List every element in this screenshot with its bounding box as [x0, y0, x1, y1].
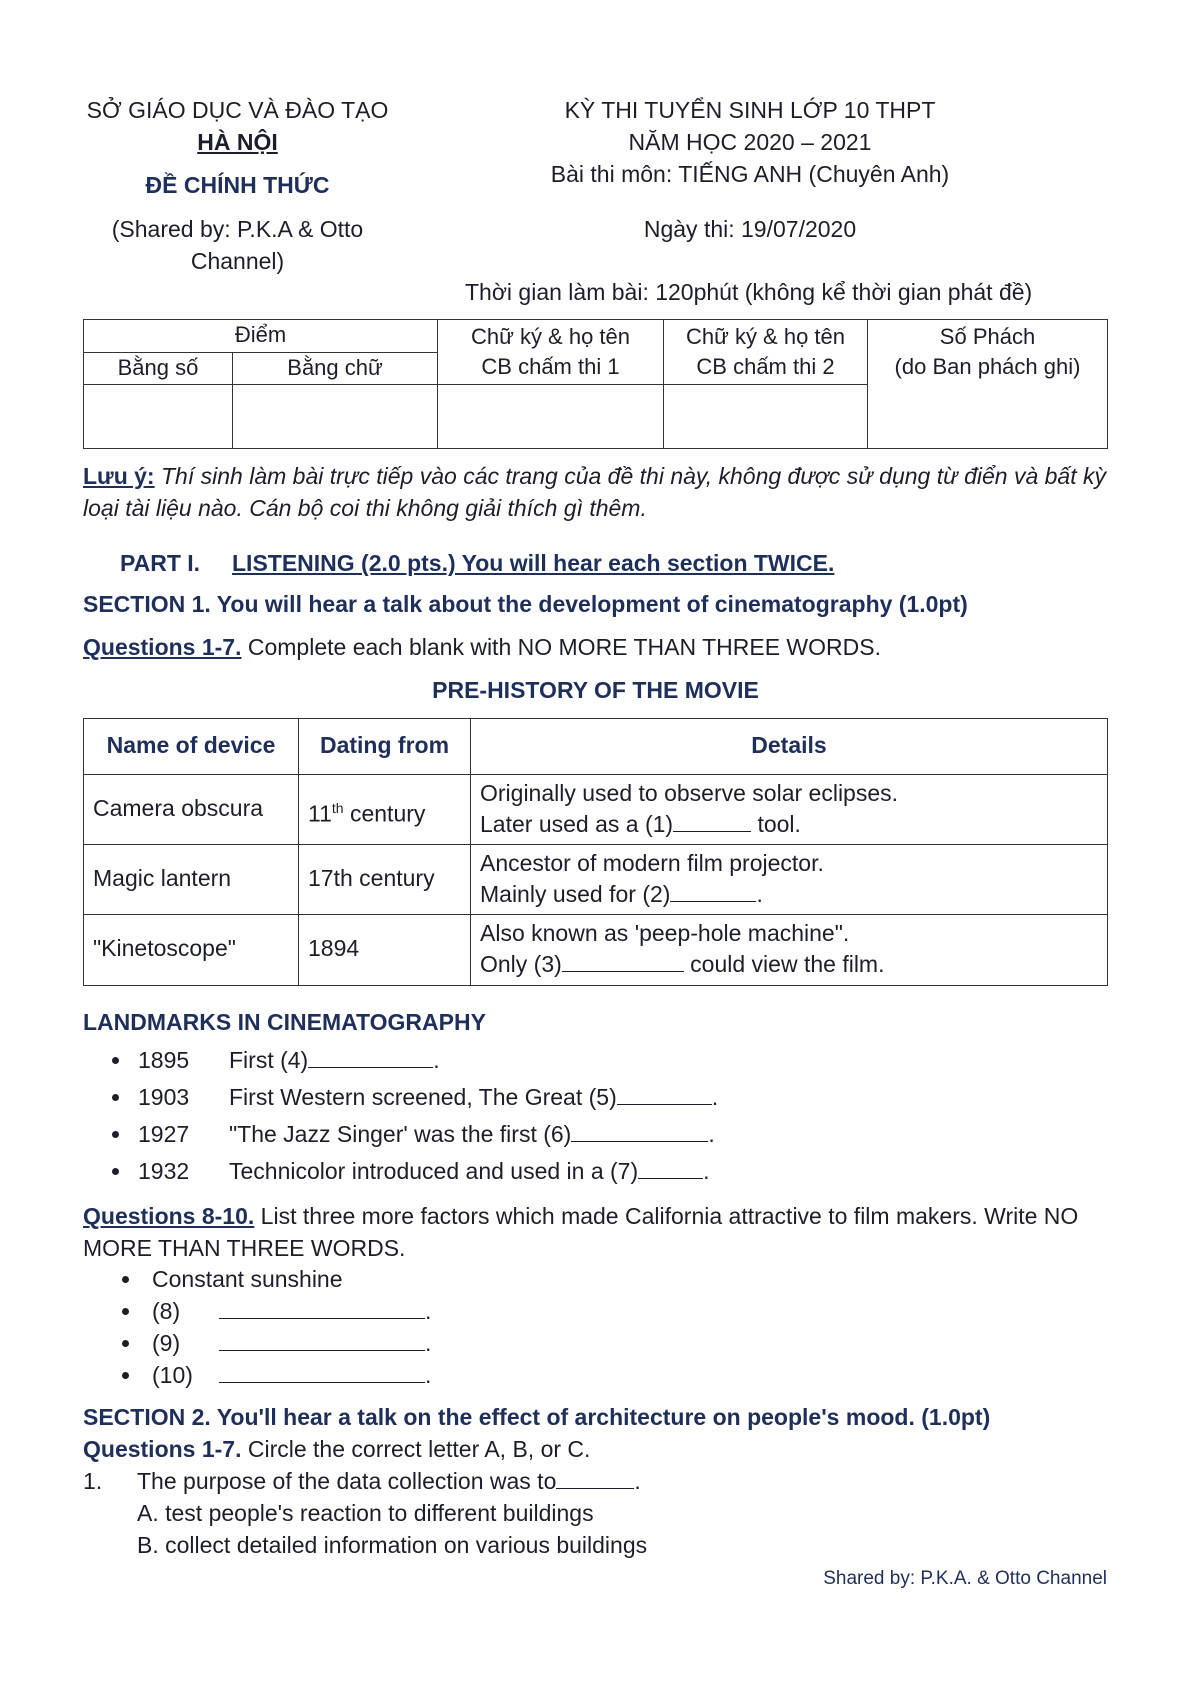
- section1-q-label: Questions 1-7.: [83, 634, 242, 660]
- footer-credit: Shared by: P.K.A. & Otto Channel: [823, 1568, 1107, 1589]
- note-line1: [83, 460, 1133, 492]
- section1-title: SECTION 1. You will hear a talk about the development of cinematography (1.0pt): [83, 591, 968, 617]
- section2-q1-number: 1.: [83, 1468, 103, 1494]
- option-b[interactable]: B. collect detailed information on various buildings: [137, 1532, 648, 1558]
- landmark-year-2: 1903: [138, 1084, 190, 1110]
- blank-10[interactable]: [219, 1362, 425, 1383]
- blank-7[interactable]: [638, 1158, 703, 1179]
- factor-8-line: [219, 1295, 431, 1327]
- by-words-header: Bằng chữ: [233, 353, 438, 385]
- blank-5[interactable]: [617, 1084, 712, 1105]
- row3-detail2-b: could view the film.: [683, 951, 885, 977]
- bullet-dot: [112, 1057, 119, 1064]
- section1-q-text: Complete each blank with NO MORE THAN THREE WORDS.: [241, 634, 881, 660]
- landmark-year-3: 1927: [138, 1121, 190, 1147]
- bullet-dot: [112, 1168, 119, 1175]
- examiner2-signature-cell[interactable]: [664, 385, 868, 448]
- official-label: ĐỀ CHÍNH THỨC: [145, 172, 330, 198]
- section2-q1-text: The purpose of the data collection was to: [137, 1468, 557, 1494]
- row2-details: [471, 845, 1107, 915]
- questions-8-10-line2: MORE THAN THREE WORDS.: [83, 1235, 406, 1261]
- dept-line1: SỞ GIÁO DỤC VÀ ĐÀO TẠO: [86, 97, 389, 123]
- note-line2: loại tài liệu nào. Cán bộ coi thi không giải thích gì thêm.: [83, 495, 647, 521]
- questions-8-10-line1: [83, 1200, 1078, 1232]
- landmark-end-1: .: [433, 1047, 440, 1073]
- examiner1-line1: Chữ ký & họ tên: [470, 324, 631, 349]
- bullet-dot: [112, 1094, 119, 1101]
- factor-10-label: (10): [152, 1362, 193, 1388]
- factor-9-label: (9): [152, 1330, 181, 1356]
- score-number-cell[interactable]: [84, 385, 233, 448]
- blank-9[interactable]: [219, 1330, 425, 1351]
- by-number-header: Bằng số: [84, 353, 233, 385]
- row2-detail1: Ancestor of modern film projector.: [480, 850, 824, 876]
- device-table: [83, 718, 1108, 986]
- factor-8-label: (8): [152, 1298, 181, 1324]
- row3-device: "Kinetoscope": [84, 915, 299, 985]
- landmark-item-2: [229, 1081, 718, 1113]
- score-header: Điểm: [84, 320, 438, 353]
- factor-8-dot: .: [425, 1298, 432, 1324]
- section2-q1-end: .: [634, 1468, 641, 1494]
- row1-date-sup: th: [331, 800, 344, 816]
- section2-q1: [137, 1465, 641, 1497]
- exam-time: Thời gian làm bài: 120phút (không kể thời gian phát đề): [465, 279, 1033, 305]
- note-text1: Thí sinh làm bài trực tiếp vào các trang của đề thi này, không được sử dụng từ điển và bất kỳ: [161, 463, 1106, 489]
- bullet-dot: [122, 1276, 129, 1283]
- factor-9-line: [219, 1327, 431, 1359]
- row1-detail1: Originally used to observe solar eclipses.: [480, 780, 899, 806]
- row1-detail2-b: tool.: [751, 811, 801, 837]
- blank-s2-q1[interactable]: [556, 1468, 634, 1489]
- shared-line1: (Shared by: P.K.A & Otto: [111, 216, 364, 242]
- part1-label: PART I.: [120, 550, 201, 576]
- grade-table: [83, 319, 1108, 449]
- landmark-end-3: .: [708, 1121, 715, 1147]
- landmark-year-1: 1895: [138, 1047, 190, 1073]
- section1-questions: [83, 631, 881, 663]
- code-line2: (do Ban phách ghi): [894, 354, 1081, 379]
- factor-9-dot: .: [425, 1330, 432, 1356]
- factor-10-line: [219, 1359, 431, 1391]
- examiner1-header: [438, 320, 664, 385]
- row1-date: [299, 775, 471, 845]
- part1-title: LISTENING (2.0 pts.) You will hear each section TWICE.: [232, 550, 835, 576]
- row3-details: [471, 915, 1107, 985]
- row1-details: [471, 775, 1107, 845]
- th-date: Dating from: [299, 719, 471, 775]
- row2-detail2-a: Mainly used for (2): [480, 881, 671, 907]
- blank-1[interactable]: [673, 811, 751, 832]
- factor-1: Constant sunshine: [152, 1266, 343, 1292]
- table-title: PRE-HISTORY OF THE MOVIE: [432, 677, 759, 703]
- examiner2-line1: Chữ ký & họ tên: [685, 324, 846, 349]
- exam-line3: Bài thi môn: TIẾNG ANH (Chuyên Anh): [550, 161, 950, 187]
- dept-line2: HÀ NỘI: [197, 129, 278, 155]
- row3-date: 1894: [299, 915, 471, 985]
- code-line1: Số Phách: [939, 324, 1036, 349]
- exam-line2: NĂM HỌC 2020 – 2021: [628, 129, 872, 155]
- landmark-text-3: "The Jazz Singer' was the first (6): [229, 1121, 572, 1147]
- landmark-year-4: 1932: [138, 1158, 190, 1184]
- bullet-dot: [122, 1372, 129, 1379]
- bullet-dot: [122, 1340, 129, 1347]
- exam-line1: KỲ THI TUYỂN SINH LỚP 10 THPT: [564, 97, 936, 123]
- th-device: Name of device: [84, 719, 299, 775]
- landmarks-title: LANDMARKS IN CINEMATOGRAPHY: [83, 1009, 486, 1035]
- landmark-text-2: First Western screened, The Great (5): [229, 1084, 617, 1110]
- blank-8[interactable]: [219, 1298, 425, 1319]
- blank-3[interactable]: [562, 951, 684, 972]
- exam-date: Ngày thi: 19/07/2020: [643, 216, 857, 242]
- row2-detail2-b: .: [756, 881, 763, 907]
- shared-line2: Channel): [190, 248, 285, 274]
- code-header: [868, 320, 1107, 448]
- questions-8-10-label: Questions 8-10.: [83, 1203, 255, 1229]
- landmark-end-4: .: [703, 1158, 710, 1184]
- examiner2-line2: CB chấm thi 2: [696, 354, 835, 379]
- blank-6[interactable]: [571, 1121, 708, 1142]
- option-a[interactable]: A. test people's reaction to different buildings: [137, 1500, 594, 1526]
- section2-q-label: Questions 1-7.: [83, 1436, 242, 1462]
- examiner2-header: [664, 320, 868, 385]
- row3-detail2-a: Only (3): [480, 951, 562, 977]
- row1-detail2-a: Later used as a (1): [480, 811, 674, 837]
- blank-2[interactable]: [670, 881, 756, 902]
- blank-4[interactable]: [308, 1047, 433, 1068]
- row1-date-rest: century: [343, 800, 426, 827]
- landmark-end-2: .: [711, 1084, 719, 1110]
- landmark-item-3: [229, 1118, 715, 1150]
- landmark-item-1: [229, 1044, 440, 1076]
- examiner1-line2: CB chấm thi 1: [481, 354, 620, 379]
- row2-date: 17th century: [299, 845, 471, 915]
- row2-device: Magic lantern: [84, 845, 299, 915]
- row2-detail2: [480, 879, 1107, 910]
- note-label: Lưu ý:: [83, 463, 155, 489]
- landmark-item-4: [229, 1155, 710, 1187]
- row3-detail1: Also known as 'peep-hole machine".: [480, 920, 850, 946]
- examiner1-signature-cell[interactable]: [438, 385, 664, 448]
- section2-title: SECTION 2. You'll hear a talk on the effect of architecture on people's mood. (1.0pt): [83, 1404, 991, 1430]
- score-words-cell[interactable]: [233, 385, 438, 448]
- row1-detail2: [480, 809, 1107, 840]
- landmark-text-4: Technicolor introduced and used in a (7): [229, 1158, 639, 1184]
- th-details: Details: [471, 719, 1107, 775]
- questions-8-10-text: List three more factors which made California attractive to film makers. Write NO: [254, 1203, 1079, 1229]
- row1-device: Camera obscura: [84, 775, 299, 845]
- landmark-text-1: First (4): [229, 1047, 309, 1073]
- bullet-dot: [112, 1131, 119, 1138]
- section2-questions: [83, 1433, 590, 1465]
- row3-detail2: [480, 949, 1107, 980]
- section2-q-text: Circle the correct letter A, B, or C.: [241, 1436, 591, 1462]
- row1-date-num: 11: [308, 800, 332, 827]
- bullet-dot: [122, 1308, 129, 1315]
- factor-10-dot: .: [425, 1362, 432, 1388]
